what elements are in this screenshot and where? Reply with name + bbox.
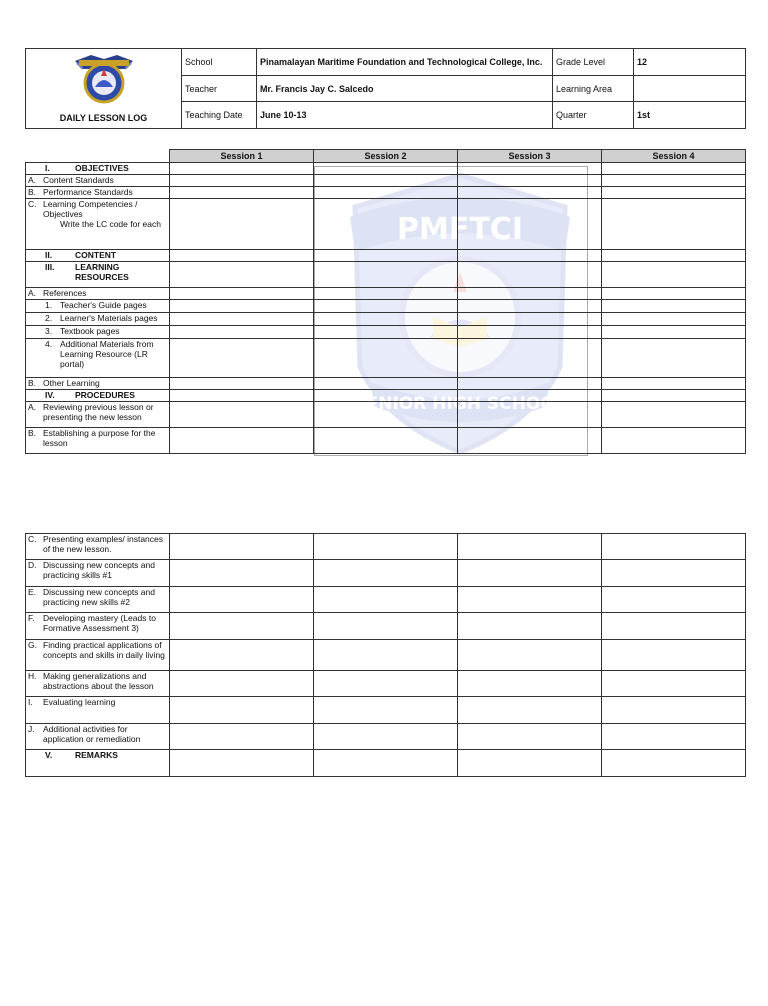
cell[interactable] [458, 613, 602, 640]
table-row [26, 326, 746, 339]
cell[interactable] [314, 300, 458, 313]
cell[interactable] [314, 288, 458, 300]
cell[interactable] [458, 402, 602, 428]
cell[interactable] [602, 402, 746, 428]
developing-mastery-label: F. Developing mastery (Leads to Formative Assessment 3) [28, 613, 156, 633]
cell[interactable] [458, 288, 602, 300]
cell[interactable] [602, 671, 746, 697]
table-row [26, 262, 746, 288]
cell[interactable] [170, 175, 314, 187]
cell[interactable] [314, 640, 458, 671]
cell[interactable] [170, 428, 314, 454]
cell[interactable] [170, 587, 314, 613]
cell[interactable] [314, 390, 458, 402]
cell[interactable] [602, 560, 746, 587]
cell[interactable] [602, 250, 746, 262]
cell[interactable] [602, 697, 746, 724]
table-row [26, 534, 746, 560]
cell[interactable] [170, 300, 314, 313]
table-row [26, 750, 746, 777]
cell[interactable] [170, 534, 314, 560]
cell[interactable] [314, 163, 458, 175]
table-row [26, 378, 746, 390]
cell[interactable] [602, 378, 746, 390]
cell[interactable] [314, 199, 458, 250]
discussing-skills-1-label: D. Discussing new concepts and practicing skills #1 [28, 560, 155, 580]
cell[interactable] [170, 187, 314, 199]
document-title: DAILY LESSON LOG [59, 113, 148, 123]
table-row [26, 300, 746, 313]
grade-value: 12 [634, 49, 746, 76]
table-row [26, 250, 746, 262]
cell[interactable] [602, 288, 746, 300]
cell[interactable] [458, 199, 602, 250]
cell[interactable] [602, 390, 746, 402]
logo-cell [26, 49, 182, 129]
cell[interactable] [314, 313, 458, 326]
cell[interactable] [458, 300, 602, 313]
cell[interactable] [602, 724, 746, 750]
lesson-table-part1 [25, 149, 746, 454]
table-row [26, 390, 746, 402]
table-row [26, 587, 746, 613]
session-2-header: Session 2 [314, 150, 458, 163]
references-label: A. References [28, 288, 87, 298]
grade-label: Grade Level [553, 49, 634, 76]
cell[interactable] [314, 339, 458, 378]
session-4-header: Session 4 [602, 150, 746, 163]
header-table [25, 48, 746, 129]
table-row [26, 560, 746, 587]
table-row [26, 288, 746, 300]
teachers-guide-label: 1. Teacher's Guide pages [45, 300, 147, 310]
cell[interactable] [458, 428, 602, 454]
cell[interactable] [314, 750, 458, 777]
school-label: School [182, 49, 257, 76]
quarter-value: 1st [634, 102, 746, 129]
lesson-table-part2 [25, 533, 746, 777]
cell[interactable] [170, 402, 314, 428]
evaluating-learning-label: I. Evaluating learning [28, 697, 116, 707]
cell[interactable] [458, 175, 602, 187]
cell[interactable] [602, 187, 746, 199]
table-row [26, 640, 746, 671]
cell[interactable] [602, 199, 746, 250]
cell[interactable] [602, 339, 746, 378]
cell[interactable] [602, 262, 746, 288]
cell[interactable] [458, 724, 602, 750]
date-label: Teaching Date [182, 102, 257, 129]
watermark-top-text: PMFTCI [397, 212, 523, 247]
table-row [26, 671, 746, 697]
cell[interactable] [602, 300, 746, 313]
session-3-header: Session 3 [458, 150, 602, 163]
table-row [26, 402, 746, 428]
cell[interactable] [458, 326, 602, 339]
cell[interactable] [170, 671, 314, 697]
teacher-value: Mr. Francis Jay C. Salcedo [257, 76, 553, 102]
table-row [26, 724, 746, 750]
table-row [26, 163, 746, 175]
reviewing-lesson-label: A. Reviewing previous lesson or presenting the new lesson [28, 402, 154, 422]
cell[interactable] [602, 613, 746, 640]
cell[interactable] [170, 250, 314, 262]
practical-applications-label: G. Finding practical applications of concepts and skills in daily living [28, 640, 165, 660]
cell[interactable] [170, 339, 314, 378]
cell[interactable] [458, 750, 602, 777]
area-value [634, 76, 746, 102]
cell[interactable] [170, 163, 314, 175]
cell[interactable] [170, 724, 314, 750]
purpose-label: B. Establishing a purpose for the lesson [28, 428, 156, 448]
cell[interactable] [458, 262, 602, 288]
cell[interactable] [314, 187, 458, 199]
cell[interactable] [602, 175, 746, 187]
textbook-pages-label: 3. Textbook pages [45, 326, 120, 336]
table-row [26, 187, 746, 199]
teacher-label: Teacher [182, 76, 257, 102]
cell[interactable] [458, 671, 602, 697]
cell[interactable] [458, 339, 602, 378]
performance-standards-label: B. Performance Standards [28, 187, 133, 197]
additional-materials-label: 4. Additional Materials from Learning Resource (LR portal) [45, 339, 154, 369]
cell[interactable] [602, 534, 746, 560]
cell[interactable] [458, 378, 602, 390]
cell[interactable] [458, 250, 602, 262]
cell[interactable] [458, 163, 602, 175]
corner-cell [26, 150, 170, 163]
cell[interactable] [314, 175, 458, 187]
school-logo-icon [71, 51, 137, 107]
cell[interactable] [314, 250, 458, 262]
cell[interactable] [602, 587, 746, 613]
cell[interactable] [170, 560, 314, 587]
cell[interactable] [314, 587, 458, 613]
table-row [26, 613, 746, 640]
cell[interactable] [314, 671, 458, 697]
quarter-label: Quarter [553, 102, 634, 129]
table-row [26, 339, 746, 378]
cell[interactable] [602, 163, 746, 175]
table-row [26, 697, 746, 724]
procedures-heading: IV. PROCEDURES [45, 390, 135, 400]
cell[interactable] [602, 313, 746, 326]
resources-heading: III. LEARNING RESOURCES [45, 262, 129, 282]
additional-activities-label: J. Additional activities for application or remediation [28, 724, 141, 744]
cell[interactable] [314, 402, 458, 428]
cell[interactable] [314, 378, 458, 390]
content-standards-label: A. Content Standards [28, 175, 114, 185]
cell[interactable] [458, 587, 602, 613]
competencies-note: Write the LC code for each [60, 219, 161, 229]
other-learning-label: B. Other Learning [28, 378, 100, 388]
cell[interactable] [314, 428, 458, 454]
objectives-heading: I. OBJECTIVES [45, 163, 129, 173]
table-row [26, 199, 746, 250]
cell[interactable] [314, 613, 458, 640]
school-value: Pinamalayan Maritime Foundation and Technological College, Inc. [257, 49, 553, 76]
content-heading: II. CONTENT [45, 250, 117, 260]
cell[interactable] [602, 428, 746, 454]
session-1-header: Session 1 [170, 150, 314, 163]
discussing-skills-2-label: E. Discussing new concepts and practicing new skills #2 [28, 587, 155, 607]
presenting-examples-label: C. Presenting examples/ instances of the new lesson. [28, 534, 164, 554]
cell[interactable] [602, 640, 746, 671]
cell[interactable] [170, 262, 314, 288]
cell[interactable] [602, 326, 746, 339]
cell[interactable] [170, 613, 314, 640]
cell[interactable] [170, 326, 314, 339]
cell[interactable] [314, 326, 458, 339]
cell[interactable] [314, 534, 458, 560]
cell[interactable] [170, 199, 314, 250]
cell[interactable] [458, 187, 602, 199]
cell[interactable] [458, 390, 602, 402]
remarks-heading: V. REMARKS [45, 750, 118, 760]
cell[interactable] [170, 288, 314, 300]
table-row [26, 175, 746, 187]
date-value: June 10-13 [257, 102, 553, 129]
cell[interactable] [170, 750, 314, 777]
competencies-label: C. Learning Competencies / Objectives [28, 199, 138, 219]
learners-materials-label: 2. Learner's Materials pages [45, 313, 158, 323]
cell[interactable] [170, 697, 314, 724]
cell[interactable] [458, 697, 602, 724]
cell[interactable] [314, 262, 458, 288]
cell[interactable] [314, 724, 458, 750]
cell[interactable] [170, 640, 314, 671]
cell[interactable] [458, 534, 602, 560]
cell[interactable] [458, 640, 602, 671]
cell[interactable] [458, 313, 602, 326]
cell[interactable] [314, 697, 458, 724]
cell[interactable] [458, 560, 602, 587]
cell[interactable] [170, 378, 314, 390]
cell[interactable] [314, 560, 458, 587]
generalizations-label: H. Making generalizations and abstractions about the lesson [28, 671, 154, 691]
table-row [26, 313, 746, 326]
area-label: Learning Area [553, 76, 634, 102]
table-row [26, 428, 746, 454]
watermark-bottom-text: SENIOR HIGH SCHOOL [354, 394, 566, 414]
cell[interactable] [602, 750, 746, 777]
cell[interactable] [170, 390, 314, 402]
cell[interactable] [170, 313, 314, 326]
